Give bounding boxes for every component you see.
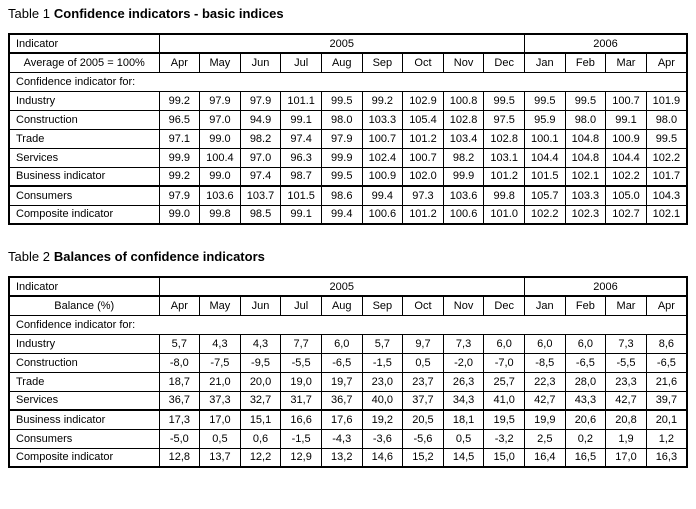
value-cell: 100.7 (606, 91, 647, 110)
value-cell: 4,3 (240, 334, 281, 353)
value-cell: 101.9 (646, 91, 687, 110)
value-cell: 99.5 (321, 167, 362, 186)
value-cell: 100.6 (362, 205, 403, 224)
value-cell: 6,0 (321, 334, 362, 353)
value-cell: 40,0 (362, 391, 403, 410)
value-cell: 18,7 (159, 372, 200, 391)
value-cell: 97.4 (240, 167, 281, 186)
value-cell: 1,2 (646, 429, 687, 448)
value-cell: 99.0 (159, 205, 200, 224)
indicator-column-header: Indicator (9, 277, 159, 296)
month-header: Dec (484, 53, 525, 72)
value-cell: -7,5 (200, 353, 241, 372)
indicator-column-header: Indicator (9, 34, 159, 53)
value-cell: 102.0 (403, 167, 444, 186)
month-header: Jan (524, 296, 565, 315)
row-label: Consumers (9, 186, 159, 205)
month-header: Aug (321, 296, 362, 315)
table-row (9, 372, 687, 391)
value-cell: 99.0 (200, 167, 241, 186)
value-cell: 97.0 (200, 110, 241, 129)
value-cell: 97.9 (321, 129, 362, 148)
table-row (9, 391, 687, 410)
value-cell: 103.3 (565, 186, 606, 205)
value-cell: 99.9 (159, 148, 200, 167)
value-cell: 99.0 (200, 129, 241, 148)
value-cell: 98.0 (565, 110, 606, 129)
value-cell: 100.7 (362, 129, 403, 148)
table-row (9, 429, 687, 448)
value-cell: 100.8 (443, 91, 484, 110)
value-cell: 36,7 (159, 391, 200, 410)
value-cell: 37,7 (403, 391, 444, 410)
value-cell: 102.2 (524, 205, 565, 224)
value-cell: 100.1 (524, 129, 565, 148)
value-cell: 97.9 (240, 91, 281, 110)
table1-title-main: Confidence indicators - basic indices (53, 6, 284, 21)
value-cell: 98.6 (321, 186, 362, 205)
value-cell: 102.8 (443, 110, 484, 129)
month-header: Feb (565, 53, 606, 72)
value-cell: 18,1 (443, 410, 484, 429)
month-header: Apr (646, 296, 687, 315)
value-cell: 97.9 (200, 91, 241, 110)
value-cell: 0,6 (240, 429, 281, 448)
header-year-row (9, 277, 687, 296)
value-cell: 39,7 (646, 391, 687, 410)
table-row (9, 334, 687, 353)
value-cell: 7,3 (606, 334, 647, 353)
value-cell: 102.1 (565, 167, 606, 186)
value-cell: 17,3 (159, 410, 200, 429)
table2-title (8, 249, 688, 265)
row-label: Industry (9, 91, 159, 110)
value-cell: 6,0 (484, 334, 525, 353)
year-header: 2005 (159, 277, 524, 296)
value-cell: 13,7 (200, 448, 241, 467)
value-cell: 104.4 (606, 148, 647, 167)
value-cell: 102.4 (362, 148, 403, 167)
value-cell: 8,6 (646, 334, 687, 353)
value-cell: 23,0 (362, 372, 403, 391)
value-cell: 101.5 (281, 186, 322, 205)
value-cell: 25,7 (484, 372, 525, 391)
value-cell: 97.4 (281, 129, 322, 148)
value-cell: 99.5 (484, 91, 525, 110)
value-cell: -6,5 (646, 353, 687, 372)
value-cell: 103.6 (200, 186, 241, 205)
value-cell: 0,5 (403, 353, 444, 372)
value-cell: 101.1 (281, 91, 322, 110)
value-cell: 0,5 (443, 429, 484, 448)
header-month-row (9, 296, 687, 315)
month-header: Jul (281, 296, 322, 315)
value-cell: 16,5 (565, 448, 606, 467)
value-cell: 99.1 (281, 110, 322, 129)
value-cell: 102.2 (606, 167, 647, 186)
table-row (9, 91, 687, 110)
header-month-row (9, 53, 687, 72)
year-header: 2006 (524, 34, 687, 53)
month-header: May (200, 53, 241, 72)
value-cell: 104.3 (646, 186, 687, 205)
value-cell: 43,3 (565, 391, 606, 410)
section-row (9, 315, 687, 334)
value-cell: -3,6 (362, 429, 403, 448)
table-row (9, 167, 687, 186)
value-cell: -4,3 (321, 429, 362, 448)
month-header: Mar (606, 53, 647, 72)
value-cell: 98.0 (321, 110, 362, 129)
value-cell: 104.8 (565, 148, 606, 167)
value-cell: 21,0 (200, 372, 241, 391)
table-row (9, 448, 687, 467)
value-cell: 19,9 (524, 410, 565, 429)
row-label: Composite indicator (9, 205, 159, 224)
table-row (9, 410, 687, 429)
value-cell: 98.2 (443, 148, 484, 167)
value-cell: 20,6 (565, 410, 606, 429)
value-cell: 14,5 (443, 448, 484, 467)
table1-title (8, 6, 688, 22)
value-cell: 37,3 (200, 391, 241, 410)
value-cell: -2,0 (443, 353, 484, 372)
value-cell: 34,3 (443, 391, 484, 410)
value-cell: -3,2 (484, 429, 525, 448)
value-cell: 101.7 (646, 167, 687, 186)
month-header: Oct (403, 53, 444, 72)
value-cell: 100.6 (443, 205, 484, 224)
value-cell: 101.5 (524, 167, 565, 186)
value-cell: 101.2 (403, 129, 444, 148)
value-cell: 104.8 (565, 129, 606, 148)
value-cell: 12,2 (240, 448, 281, 467)
month-header: Apr (159, 296, 200, 315)
value-cell: 19,0 (281, 372, 322, 391)
month-header: Oct (403, 296, 444, 315)
confidence-balances-table (8, 276, 688, 468)
year-header: 2006 (524, 277, 687, 296)
value-cell: 17,0 (606, 448, 647, 467)
value-cell: 99.8 (200, 205, 241, 224)
month-header: Mar (606, 296, 647, 315)
value-cell: 5,7 (159, 334, 200, 353)
value-cell: 102.1 (646, 205, 687, 224)
table-row (9, 205, 687, 224)
value-cell: -5,5 (281, 353, 322, 372)
value-cell: 101.0 (484, 205, 525, 224)
month-header: Aug (321, 53, 362, 72)
value-cell: 99.5 (646, 129, 687, 148)
value-cell: 99.8 (484, 186, 525, 205)
value-cell: 96.3 (281, 148, 322, 167)
value-cell: 16,3 (646, 448, 687, 467)
row-label: Business indicator (9, 167, 159, 186)
value-cell: -9,5 (240, 353, 281, 372)
value-cell: 100.9 (606, 129, 647, 148)
value-cell: -5,5 (606, 353, 647, 372)
value-cell: -6,5 (565, 353, 606, 372)
subheader-label: Average of 2005 = 100% (9, 53, 159, 72)
value-cell: 103.3 (362, 110, 403, 129)
year-header: 2005 (159, 34, 524, 53)
value-cell: 105.7 (524, 186, 565, 205)
value-cell: 1,9 (606, 429, 647, 448)
value-cell: 102.8 (484, 129, 525, 148)
value-cell: 99.1 (606, 110, 647, 129)
month-header: Jun (240, 296, 281, 315)
value-cell: 14,6 (362, 448, 403, 467)
value-cell: 13,2 (321, 448, 362, 467)
table1-title-prefix: Table 1 (8, 6, 50, 21)
table2-block (8, 249, 688, 468)
value-cell: 102.9 (403, 91, 444, 110)
value-cell: 12,8 (159, 448, 200, 467)
value-cell: -6,5 (321, 353, 362, 372)
month-header: May (200, 296, 241, 315)
value-cell: 28,0 (565, 372, 606, 391)
row-label: Industry (9, 334, 159, 353)
value-cell: 19,2 (362, 410, 403, 429)
value-cell: 97.0 (240, 148, 281, 167)
month-header: Jun (240, 53, 281, 72)
value-cell: -8,0 (159, 353, 200, 372)
value-cell: -5,0 (159, 429, 200, 448)
row-label: Services (9, 148, 159, 167)
value-cell: 99.5 (321, 91, 362, 110)
value-cell: 31,7 (281, 391, 322, 410)
month-header: Dec (484, 296, 525, 315)
section-row (9, 72, 687, 91)
subheader-label: Balance (%) (9, 296, 159, 315)
value-cell: 36,7 (321, 391, 362, 410)
value-cell: 99.2 (159, 91, 200, 110)
value-cell: -1,5 (362, 353, 403, 372)
value-cell: 26,3 (443, 372, 484, 391)
value-cell: 95.9 (524, 110, 565, 129)
row-label: Services (9, 391, 159, 410)
value-cell: 99.5 (524, 91, 565, 110)
value-cell: 42,7 (606, 391, 647, 410)
value-cell: 20,5 (403, 410, 444, 429)
row-label: Consumers (9, 429, 159, 448)
value-cell: 105.4 (403, 110, 444, 129)
value-cell: -7,0 (484, 353, 525, 372)
value-cell: 102.7 (606, 205, 647, 224)
month-header: Sep (362, 296, 403, 315)
value-cell: 98.2 (240, 129, 281, 148)
value-cell: 23,7 (403, 372, 444, 391)
value-cell: 2,5 (524, 429, 565, 448)
table-row (9, 148, 687, 167)
value-cell: 103.1 (484, 148, 525, 167)
value-cell: 101.2 (484, 167, 525, 186)
value-cell: 105.0 (606, 186, 647, 205)
value-cell: 15,1 (240, 410, 281, 429)
value-cell: 99.5 (565, 91, 606, 110)
value-cell: 19,5 (484, 410, 525, 429)
value-cell: 94.9 (240, 110, 281, 129)
month-header: Apr (646, 53, 687, 72)
value-cell: 97.1 (159, 129, 200, 148)
value-cell: 17,0 (200, 410, 241, 429)
value-cell: 99.1 (281, 205, 322, 224)
value-cell: 20,1 (646, 410, 687, 429)
header-year-row (9, 34, 687, 53)
table2-title-prefix: Table 2 (8, 249, 50, 264)
value-cell: 5,7 (362, 334, 403, 353)
month-header: Apr (159, 53, 200, 72)
value-cell: 21,6 (646, 372, 687, 391)
table2-title-main: Balances of confidence indicators (53, 249, 265, 264)
value-cell: 41,0 (484, 391, 525, 410)
value-cell: 7,7 (281, 334, 322, 353)
month-header: Nov (443, 53, 484, 72)
row-label: Business indicator (9, 410, 159, 429)
value-cell: 6,0 (565, 334, 606, 353)
value-cell: 17,6 (321, 410, 362, 429)
value-cell: 97.9 (159, 186, 200, 205)
value-cell: 15,0 (484, 448, 525, 467)
value-cell: -8,5 (524, 353, 565, 372)
value-cell: 99.9 (321, 148, 362, 167)
table-row (9, 129, 687, 148)
table1-block (8, 6, 688, 225)
value-cell: 103.7 (240, 186, 281, 205)
value-cell: 104.4 (524, 148, 565, 167)
value-cell: 102.2 (646, 148, 687, 167)
value-cell: 4,3 (200, 334, 241, 353)
value-cell: 99.4 (321, 205, 362, 224)
value-cell: 20,0 (240, 372, 281, 391)
month-header: Nov (443, 296, 484, 315)
month-header: Jan (524, 53, 565, 72)
value-cell: 15,2 (403, 448, 444, 467)
section-label: Confidence indicator for: (9, 72, 687, 91)
value-cell: 6,0 (524, 334, 565, 353)
value-cell: -1,5 (281, 429, 322, 448)
value-cell: 32,7 (240, 391, 281, 410)
row-label: Construction (9, 353, 159, 372)
value-cell: 16,6 (281, 410, 322, 429)
value-cell: 97.5 (484, 110, 525, 129)
value-cell: 16,4 (524, 448, 565, 467)
row-label: Composite indicator (9, 448, 159, 467)
row-label: Construction (9, 110, 159, 129)
value-cell: 98.0 (646, 110, 687, 129)
value-cell: 102.3 (565, 205, 606, 224)
value-cell: 19,7 (321, 372, 362, 391)
value-cell: 0,5 (200, 429, 241, 448)
value-cell: 100.9 (362, 167, 403, 186)
value-cell: 101.2 (403, 205, 444, 224)
value-cell: 12,9 (281, 448, 322, 467)
month-header: Jul (281, 53, 322, 72)
month-header: Feb (565, 296, 606, 315)
value-cell: 42,7 (524, 391, 565, 410)
value-cell: 100.7 (403, 148, 444, 167)
row-label: Trade (9, 372, 159, 391)
value-cell: 23,3 (606, 372, 647, 391)
section-label: Confidence indicator for: (9, 315, 687, 334)
value-cell: 99.4 (362, 186, 403, 205)
month-header: Sep (362, 53, 403, 72)
value-cell: 20,8 (606, 410, 647, 429)
table-row (9, 353, 687, 372)
value-cell: 100.4 (200, 148, 241, 167)
table-row (9, 186, 687, 205)
value-cell: -5,6 (403, 429, 444, 448)
value-cell: 98.7 (281, 167, 322, 186)
value-cell: 97.3 (403, 186, 444, 205)
value-cell: 103.4 (443, 129, 484, 148)
value-cell: 103.6 (443, 186, 484, 205)
value-cell: 96.5 (159, 110, 200, 129)
confidence-indices-table (8, 33, 688, 225)
value-cell: 99.9 (443, 167, 484, 186)
value-cell: 9,7 (403, 334, 444, 353)
value-cell: 98.5 (240, 205, 281, 224)
table-row (9, 110, 687, 129)
value-cell: 0,2 (565, 429, 606, 448)
value-cell: 99.2 (159, 167, 200, 186)
value-cell: 22,3 (524, 372, 565, 391)
value-cell: 99.2 (362, 91, 403, 110)
value-cell: 7,3 (443, 334, 484, 353)
row-label: Trade (9, 129, 159, 148)
